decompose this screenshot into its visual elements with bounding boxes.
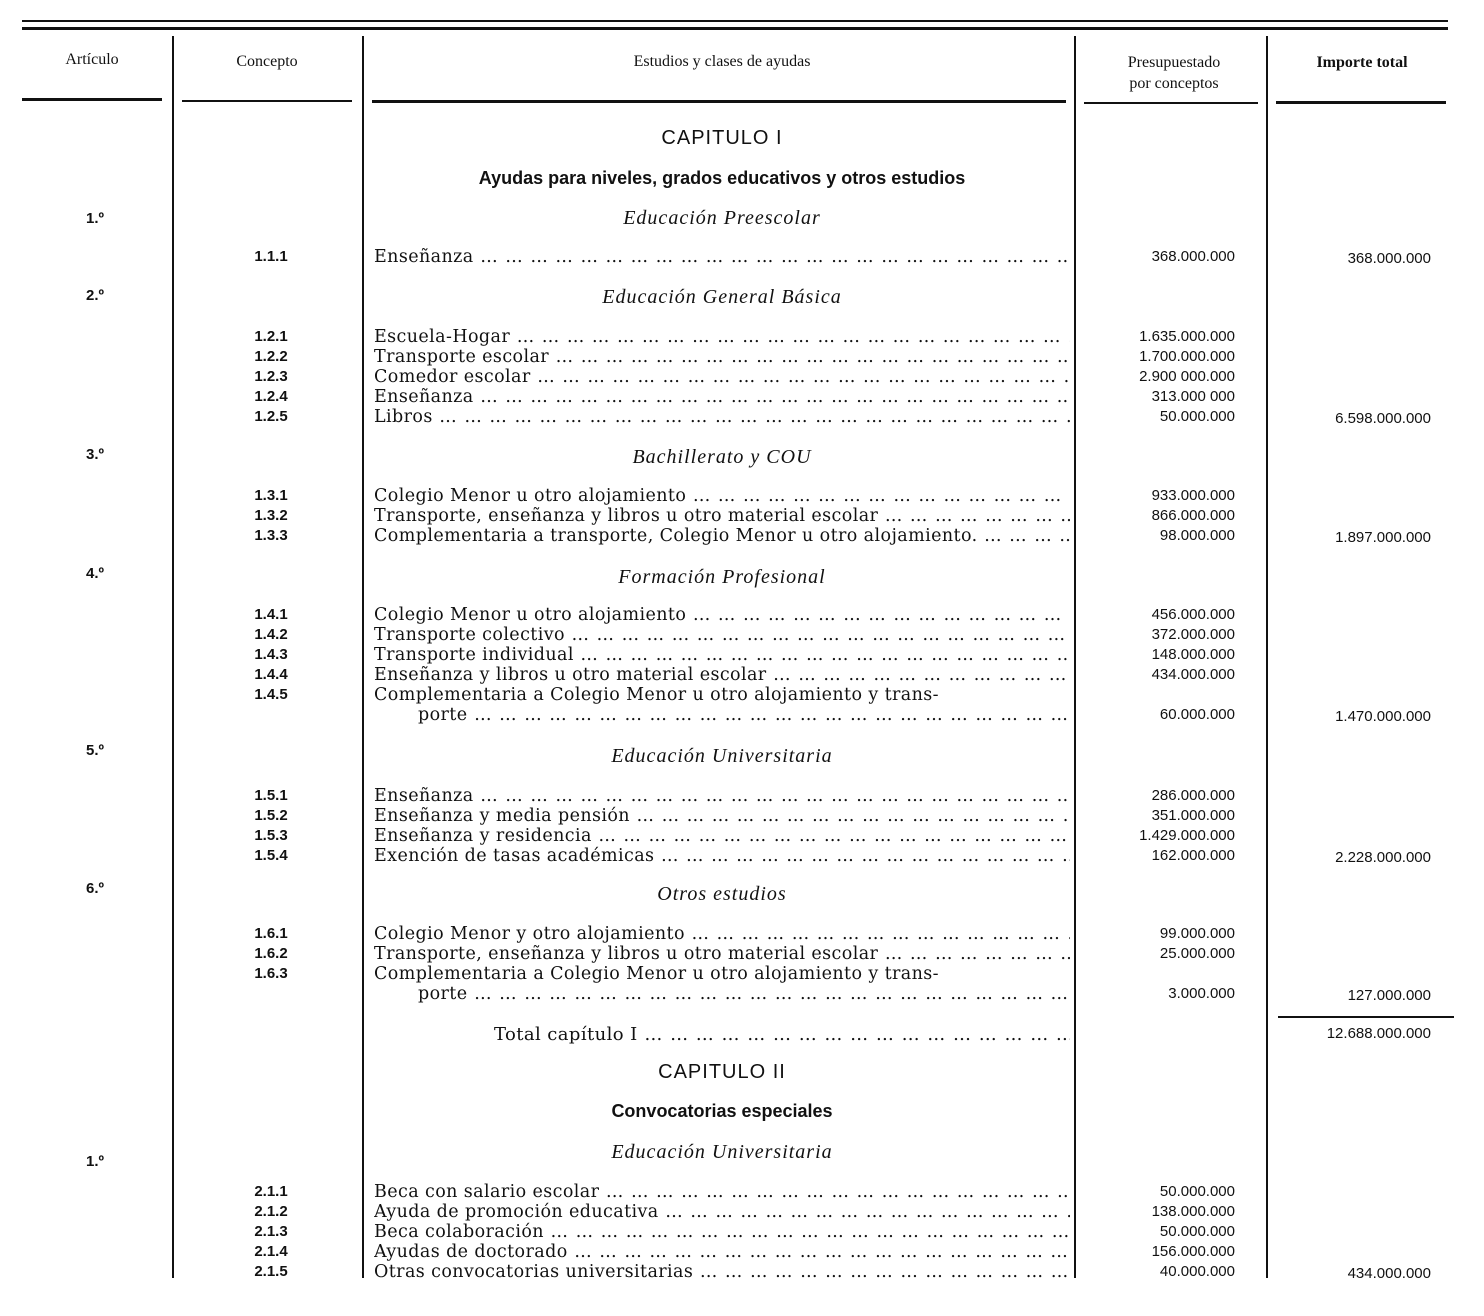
section-name: Educación Universitaria <box>611 1141 833 1163</box>
concept-description-continued: porte … … … … … … … … … … … … … … … … … … … … … … … … … … … … … … … … … … … <box>418 984 1070 1004</box>
concept-code: 2.1.4 <box>254 1243 288 1260</box>
concept-description: Ayudas de doctorado … … … … … … … … … … … … … … … … … … … … … … … … … … … … … … … … … … … <box>374 1242 1070 1262</box>
concept-description: Complementaria a Colegio Menor u otro alojamiento y trans- <box>374 964 939 984</box>
chapter-subtitle: Ayudas para niveles, grados educativos y otros estudios <box>478 168 966 188</box>
concept-code: 1.3.1 <box>254 487 288 504</box>
budget-value: 60.000.000 <box>1159 706 1235 723</box>
table-row <box>0 1242 1484 1262</box>
table-row <box>0 526 1484 546</box>
concept-description: Enseñanza … … … … … … … … … … … … … … … … … … … … … … … … … … … … … … … … … … … <box>374 387 1070 407</box>
table-row <box>0 506 1484 526</box>
table-row <box>0 846 1484 866</box>
header-articulo: Artículo <box>65 51 119 68</box>
table-row <box>0 964 1484 1004</box>
concept-code: 1.1.1 <box>254 248 288 265</box>
concept-description: Beca con salario escolar … … … … … … … … … … … … … … … … … … … … … … … … … … … … … … … … … … … <box>374 1182 1070 1202</box>
budget-value: 3.000.000 <box>1168 985 1235 1002</box>
concept-code: 1.5.4 <box>254 847 288 864</box>
concept-description: Exención de tasas académicas … … … … … … … … … … … … … … … … … … … … … … … … … … … … … … … … … … … <box>374 846 1070 866</box>
budget-value: 368.000.000 <box>1151 248 1235 265</box>
concept-code: 1.3.3 <box>254 527 288 544</box>
total-amount: 2.228.000.000 <box>1335 849 1431 866</box>
concept-description: Complementaria a transporte, Colegio Menor u otro alojamiento. … … … … … … … … … … … … … … … … … … … … … … … … … … … … … … … … … … … <box>374 526 1070 546</box>
chapter-title: CAPITULO II <box>658 1061 786 1083</box>
table-row <box>0 786 1484 806</box>
concept-code: 1.4.2 <box>254 626 288 643</box>
concept-description: Transporte colectivo … … … … … … … … … … … … … … … … … … … … … … … … … … … … … … … … … … … <box>374 625 1070 645</box>
table-row <box>0 347 1484 367</box>
table-row <box>0 685 1484 725</box>
total-row <box>0 1024 1484 1044</box>
table-row <box>0 367 1484 387</box>
section-article: 6.º <box>86 880 104 897</box>
table-row <box>0 826 1484 846</box>
table-row <box>0 247 1484 267</box>
header-underline <box>22 98 162 101</box>
budget-value: 866.000.000 <box>1151 507 1235 524</box>
concept-description: Libros … … … … … … … … … … … … … … … … … … … … … … … … … … … … … … … … … … … <box>374 407 1070 427</box>
concept-code: 1.4.1 <box>254 606 288 623</box>
budget-value: 1.635.000.000 <box>1139 328 1235 345</box>
section-name: Formación Profesional <box>618 566 826 588</box>
concept-code: 1.5.1 <box>254 787 288 804</box>
total-rule <box>1278 1016 1454 1018</box>
concept-description: Beca colaboración … … … … … … … … … … … … … … … … … … … … … … … … … … … … … … … … … … … <box>374 1222 1070 1242</box>
top-rule <box>22 20 1448 22</box>
top-rule-thick <box>22 27 1448 30</box>
concept-code: 1.5.2 <box>254 807 288 824</box>
concept-code: 1.2.3 <box>254 368 288 385</box>
section-heading <box>0 742 1484 767</box>
table-row <box>0 806 1484 826</box>
concept-code: 2.1.2 <box>254 1203 288 1220</box>
concept-description: Enseñanza … … … … … … … … … … … … … … … … … … … … … … … … … … … … … … … … … … … <box>374 247 1070 267</box>
budget-value: 372.000.000 <box>1151 626 1235 643</box>
budget-value: 1.429.000.000 <box>1139 827 1235 844</box>
budget-value: 351.000.000 <box>1151 807 1235 824</box>
section-heading <box>0 1141 1484 1170</box>
total-amount: 6.598.000.000 <box>1335 410 1431 427</box>
concept-description: Transporte escolar … … … … … … … … … … … … … … … … … … … … … … … … … … … … … … … … … … … <box>374 347 1070 367</box>
budget-value: 1.700.000.000 <box>1139 348 1235 365</box>
table-row <box>0 1222 1484 1242</box>
chapter-subtitle: Convocatorias especiales <box>611 1101 833 1121</box>
header-concepto: Concepto <box>236 53 298 70</box>
concept-code: 1.6.2 <box>254 945 288 962</box>
concept-code: 1.2.2 <box>254 348 288 365</box>
section-name: Educación Universitaria <box>611 745 833 767</box>
budget-value: 138.000.000 <box>1151 1203 1235 1220</box>
table-row <box>0 645 1484 665</box>
table-row <box>0 327 1484 347</box>
concept-code: 1.2.4 <box>254 388 288 405</box>
header-underline <box>372 100 1066 103</box>
concept-description: Comedor escolar … … … … … … … … … … … … … … … … … … … … … … … … … … … … … … … … … … … <box>374 367 1070 387</box>
chapter-title: CAPITULO I <box>661 127 783 149</box>
table-row <box>0 924 1484 944</box>
concept-code: 1.4.5 <box>254 686 288 703</box>
budget-value: 286.000.000 <box>1151 787 1235 804</box>
concept-description-continued: porte … … … … … … … … … … … … … … … … … … … … … … … … … … … … … … … … … … … <box>418 705 1070 725</box>
concept-description: Enseñanza … … … … … … … … … … … … … … … … … … … … … … … … … … … … … … … … … … … <box>374 786 1070 806</box>
table-row <box>0 387 1484 407</box>
table-row <box>0 665 1484 685</box>
total-label: Total capítulo I … … … … … … … … … … … … … … … … … … … … … <box>494 1024 1070 1045</box>
section-article: 4.º <box>86 565 104 582</box>
budget-value: 148.000.000 <box>1151 646 1235 663</box>
section-heading <box>0 208 1484 228</box>
concept-code: 2.1.3 <box>254 1223 288 1240</box>
total-amount: 368.000.000 <box>1347 250 1431 267</box>
concept-description: Colegio Menor y otro alojamiento … … … … … … … … … … … … … … … … … … … … … … … … … … … … … … … … … … … <box>374 924 1070 944</box>
concept-code: 1.2.5 <box>254 408 288 425</box>
budget-value: 456.000.000 <box>1151 606 1235 623</box>
budget-value: 99.000.000 <box>1159 925 1235 942</box>
budget-value: 2.900 000.000 <box>1139 368 1235 385</box>
concept-description: Complementaria a Colegio Menor u otro alojamiento y trans- <box>374 685 939 705</box>
section-article: 5.º <box>86 742 104 759</box>
budget-value: 50.000.000 <box>1159 1223 1235 1240</box>
budget-value: 40.000.000 <box>1159 1263 1235 1280</box>
budget-value: 50.000.000 <box>1159 1183 1235 1200</box>
section-article: 2.º <box>86 287 104 304</box>
budget-value: 933.000.000 <box>1151 487 1235 504</box>
concept-description: Colegio Menor u otro alojamiento … … … … … … … … … … … … … … … … … … … … … … … … … … … … … … … … … … … <box>374 605 1070 625</box>
section-name: Educación Preescolar <box>623 207 821 229</box>
header-presupuestado <box>1084 52 1264 94</box>
total-value: 12.688.000.000 <box>1326 1025 1431 1042</box>
budget-value: 162.000.000 <box>1151 847 1235 864</box>
header-underline <box>1084 102 1258 104</box>
header-underline <box>1276 101 1446 104</box>
total-amount: 1.470.000.000 <box>1335 708 1431 725</box>
section-heading <box>0 880 1484 905</box>
budget-value: 50.000.000 <box>1159 408 1235 425</box>
concept-code: 2.1.5 <box>254 1263 288 1280</box>
concept-description: Enseñanza y libros u otro material escolar … … … … … … … … … … … … … … … … … … … … … … … … … … … … … … … … … … … <box>374 665 1070 685</box>
header-presupuestado-line2: por conceptos <box>1129 75 1219 92</box>
concept-description: Transporte, enseñanza y libros u otro material escolar … … … … … … … … … … … … … … … … … … … … … … … … … … … … … … … … … … … <box>374 506 1070 526</box>
table-row <box>0 944 1484 964</box>
concept-code: 1.6.1 <box>254 925 288 942</box>
concept-code: 1.4.3 <box>254 646 288 663</box>
concept-description: Enseñanza y media pensión … … … … … … … … … … … … … … … … … … … … … … … … … … … … … … … … … … … <box>374 806 1070 826</box>
section-article: 3.º <box>86 446 104 463</box>
section-name: Bachillerato y COU <box>632 446 812 468</box>
concept-code: 1.6.3 <box>254 965 288 982</box>
budget-value: 434.000.000 <box>1151 666 1235 683</box>
table-row <box>0 1202 1484 1222</box>
table-row <box>0 407 1484 427</box>
concept-description: Otras convocatorias universitarias … … … … … … … … … … … … … … … … … … … … … … … … … … … … … … … … … … … <box>374 1262 1070 1282</box>
table-row <box>0 1262 1484 1282</box>
concept-code: 1.5.3 <box>254 827 288 844</box>
concept-description: Enseñanza y residencia … … … … … … … … … … … … … … … … … … … … … … … … … … … … … … … … … … … <box>374 826 1070 846</box>
table-row <box>0 1182 1484 1202</box>
budget-value: 156.000.000 <box>1151 1243 1235 1260</box>
section-heading <box>0 565 1484 588</box>
concept-code: 1.4.4 <box>254 666 288 683</box>
header-underline <box>182 100 352 102</box>
concept-description: Colegio Menor u otro alojamiento … … … … … … … … … … … … … … … … … … … … … … … … … … … … … … … … … … … <box>374 486 1070 506</box>
budget-value: 25.000.000 <box>1159 945 1235 962</box>
concept-description: Transporte individual … … … … … … … … … … … … … … … … … … … … … … … … … … … … … … … … … … … <box>374 645 1070 665</box>
section-article: 1.º <box>86 1153 104 1170</box>
concept-description: Ayuda de promoción educativa … … … … … … … … … … … … … … … … … … … … … … … … … … … … … … … … … … … <box>374 1202 1070 1222</box>
header-presupuestado-line1: Presupuestado <box>1127 54 1221 71</box>
budget-value: 98.000.000 <box>1159 527 1235 544</box>
section-heading <box>0 287 1484 307</box>
concept-code: 1.2.1 <box>254 328 288 345</box>
total-amount: 1.897.000.000 <box>1335 529 1431 546</box>
concept-description: Transporte, enseñanza y libros u otro material escolar … … … … … … … … … … … … … … … … … … … … … … … … … … … … … … … … … … … <box>374 944 1070 964</box>
section-name: Otros estudios <box>657 883 787 905</box>
section-name: Educación General Básica <box>602 286 842 308</box>
table-row <box>0 486 1484 506</box>
concept-code: 2.1.1 <box>254 1183 288 1200</box>
table-row <box>0 625 1484 645</box>
total-amount: 127.000.000 <box>1347 987 1431 1004</box>
section-heading <box>0 446 1484 466</box>
total-amount: 434.000.000 <box>1347 1265 1431 1282</box>
header-importe: Importe total <box>1316 54 1408 71</box>
table-row <box>0 605 1484 625</box>
section-article: 1.º <box>86 210 104 227</box>
concept-code: 1.3.2 <box>254 507 288 524</box>
budget-value: 313.000 000 <box>1151 388 1235 405</box>
header-estudios: Estudios y clases de ayudas <box>633 53 811 70</box>
concept-description: Escuela-Hogar … … … … … … … … … … … … … … … … … … … … … … … … … … … … … … … … … … … <box>374 327 1070 347</box>
